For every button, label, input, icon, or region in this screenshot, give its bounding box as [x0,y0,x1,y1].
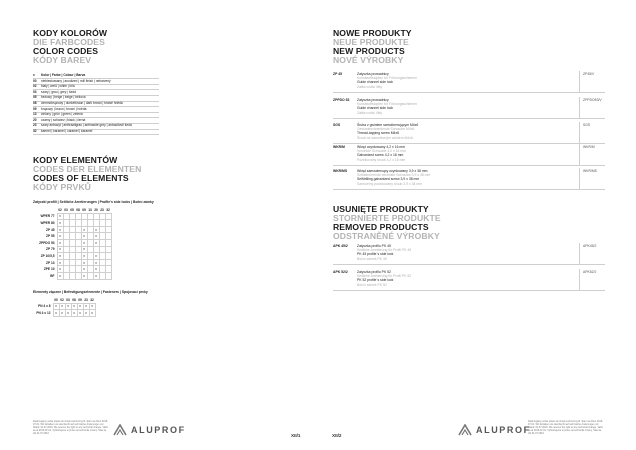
matrix-cell: x [81,233,87,240]
matrix-cell: x [53,303,59,310]
fasteners-matrix [33,297,96,317]
new-product-code: WKR/MS [333,169,348,173]
removed-product-description-line: Seitliche Arretierung für Profil PK 45 [357,248,412,253]
new-product-code: ZPPDO 53 [333,98,350,102]
column-divider [579,168,580,189]
matrix-cell: x [57,272,63,279]
matrix-cell [105,253,111,260]
matrix-cell: x [77,303,83,310]
new-product-code: ZP 45 [333,72,342,76]
element-codes-heading: KODY ELEMENTÓW CODES DER ELEMENTEN CODES OF ELEMENTS KÓDY PRVKŮ [33,155,142,192]
matrix-cell: x [89,303,95,310]
new-product-row [333,169,605,190]
matrix-cell: x [71,310,77,317]
color-code: 32 [33,128,37,133]
matrix-column-header: 09 [82,207,86,212]
column-divider [579,243,580,264]
matrix-cell: x [83,303,89,310]
left-logo: ALUPROF [113,424,186,436]
new-product-description-line: Kunststoffstopfen für Führungsschienen [357,76,417,81]
matrix-row [33,239,111,246]
new-product-code: WKR/M [333,145,345,149]
color-name: szary antracyt | anthrazitgrau | anthracite grey | antracitově šedá [41,123,132,128]
matrix-cell: x [57,233,63,240]
matrix-row [33,253,111,260]
color-name: zielony | grün | green | zelená [41,112,83,117]
matrix-row [33,272,111,279]
removed-product-description [357,244,411,261]
color-code: 23 [33,123,37,128]
new-product-description-line: Śruba z gwintem samoformującym M4x6 [357,123,419,127]
matrix-column-header: 23 [100,207,104,212]
matrix-cell [105,213,111,220]
removed-product-code: APK 52/2 [333,270,348,274]
matrix-cell [105,272,111,279]
removed-product-description-line: PK 52 profile`s side lock [357,278,394,283]
column-divider [579,71,580,92]
removed-product-reference: APK45/2 [583,244,597,248]
new-product-row [333,98,605,119]
matrix-cell: x [83,310,89,317]
removed-product-description-line: Boční zámek PK 52 [357,282,387,287]
matrix-cell: x [65,303,71,310]
color-code: 08 [33,100,37,105]
matrix-cell: x [65,310,71,317]
matrix-row [33,220,111,227]
color-name: czarny | schwarz | black | černá [41,117,86,122]
matrix-row-label: ZP 55 [46,234,55,239]
matrix-cell: x [81,266,87,273]
matrix-row-label: ZP 79 [46,247,55,252]
matrix-cell: x [57,213,63,220]
matrix-cell [105,233,111,240]
aluprof-logo-icon [113,424,127,436]
new-product-description-line: Pozinkovaný šroub 4,2 x 16 mm [357,157,406,162]
right-page [318,0,636,450]
matrix-row-label: PN 4 x 8 [38,304,51,309]
new-product-row [333,145,605,166]
new-products-heading: NOWE PRODUKTY NEUE PRODUKTE NEW PRODUCTS NOVÉ VÝROBKY [333,28,412,65]
matrix-cell: x [81,239,87,246]
matrix-cell [105,259,111,266]
matrix-cell: x [93,266,99,273]
matrix-row-label: ZP 10/5,5 [40,253,55,258]
removed-product-description-line: Seitliche Arretierung für Profil PK 52 [357,274,412,279]
matrix-row-label: ZP 13 [46,260,55,265]
column-divider [579,122,580,143]
matrix-column-header: 00 [54,297,58,302]
matrix-column-header: 32 [106,207,110,212]
matrix-cell: x [77,310,83,317]
matrix-row [33,310,95,317]
left-footer-disclaimer: Zastrzegamy sobie prawo do zmian technicznych. Stan na dzień 2016-07-01. Wir behalten uns das Recht auf technische Änderungen vor. Stand: 01.07.2016. We reserve the right to any technical change. Valid as at 2016-07-01. Vyhrazujeme si právo na technické změny. Stav ke dni 01.07.2016 [33,420,108,435]
new-product-code: SGS [333,123,341,127]
removed-product-description-line: Zatyczka profilu PK 52 [357,270,391,274]
color-row [33,129,159,135]
matrix-row-label: ZPPDO 53 [39,240,55,245]
column-divider [579,97,580,118]
matrix-cell: x [57,239,63,246]
matrix-cell: x [93,233,99,240]
matrix-column-header: 03 [64,207,68,212]
removed-product-reference: APK52/2 [583,270,597,274]
matrix-row-label: ZP 45 [46,227,55,232]
removed-product-code: APK 45/2 [333,244,348,248]
color-name: karmel | karamel | caramel | karamel [41,128,93,133]
new-product-description-line: Šroub se samořezným závitem M4x6 [357,135,413,140]
matrix-cell: x [93,253,99,260]
profiles-caption: Zatyczki profili | Seitliche Arretierungen | Profile's side locks | Boční zámky [33,200,154,204]
removed-product-description-line: Zatyczka profilu PK 45 [357,244,391,248]
left-page-number: XII/1 [291,433,301,438]
new-product-description-line: Wkręt ocynkowany 4,2 x 16 mm [357,145,406,149]
matrix-cell: x [93,239,99,246]
matrix-row [33,259,111,266]
new-product-description-line: Zatyczka prowadnicy [357,72,389,76]
new-product-description-line: Zatyczka prowadnicy [357,98,389,102]
new-product-description-line: Galvanized screw 4,2 x 16 mm [357,153,404,158]
matrix-cell: x [71,303,77,310]
removed-product-description-line: Boční zámek PK 45 [357,256,387,261]
new-product-description-line: Kunststoffstopfen für Führungsschienen [357,102,417,107]
matrix-cell: x [57,253,63,260]
new-product-description-line: Zátka vodicí lišty [357,110,383,115]
column-divider [579,144,580,165]
matrix-cell [105,266,111,273]
matrix-cell [105,220,111,227]
matrix-cell [105,226,111,233]
profiles-matrix [33,207,112,280]
new-product-description-line: Samovrtný pozinkovaný šroub 3,9 x 38 mm [357,181,423,186]
matrix-row [33,246,111,253]
color-name: ciemnobrązowy | dunkelbraun | dark brown | tmavě hnědá [41,100,123,105]
removed-product-description [357,270,411,287]
new-product-description [357,72,417,89]
right-footer-disclaimer: Zastrzegamy sobie prawo do zmian technicznych. Stan na dzień 2016-07-01. Wir behalten uns das Recht auf technische Änderungen vor. Stand: 01.07.2016. We reserve the right to any technical change. Valid as at 2016-07-01. Vyhrazujeme si právo na technické změny. Stav ke dni 01.07.2016 [528,420,603,435]
color-code: 20 [33,117,37,122]
removed-product-row [333,270,605,291]
matrix-cell: x [93,272,99,279]
color-name: beżowy | beige | beige | béžová [41,95,86,100]
matrix-column-header: 02 [60,297,64,302]
matrix-row-label: ZPE 10 [43,267,55,272]
color-codes-heading: KODY KOLORÓW DIE FARBCODES COLOR CODES KÓDY BAREV [33,28,108,65]
matrix-cell: x [93,259,99,266]
matrix-column-header: 08 [76,207,80,212]
column-divider [579,269,580,290]
new-product-description-line: Gewindeschneidende Schraube M4x6 [357,127,415,132]
matrix-row-label: WPER 77 [40,214,55,219]
matrix-cell: x [81,259,87,266]
new-product-description-line: Zátka vodicí lišty [357,84,383,89]
matrix-row [33,303,95,310]
matrix-row [33,233,111,240]
color-table-header: x Kolor | Farbe | Colour | Barva [33,73,159,79]
matrix-cell: x [81,246,87,253]
color-code: 00 [33,78,37,83]
matrix-cell [105,239,111,246]
matrix-column-header: 32 [90,297,94,302]
matrix-column-header: 23 [84,297,88,302]
color-code: 13 [33,112,37,117]
matrix-cell: x [81,226,87,233]
new-product-description-line: Guide channel side lock [357,106,394,111]
new-product-reference: SGS [583,123,591,127]
removed-product-description-line: PK 45 profile`s side lock [357,252,394,257]
matrix-row-label: BF [50,273,55,278]
matrix-column-header: 09 [78,297,82,302]
matrix-cell: x [89,310,95,317]
new-product-description-line: Verzinkte Schraube 4,2 x 16 mm [357,149,406,154]
new-product-description [357,123,418,140]
new-product-reference: ZP45/V [583,72,595,76]
color-name: biały | weiß | white | bílá [41,84,75,89]
matrix-row [33,213,111,220]
matrix-cell: x [59,303,65,310]
new-product-row [333,72,605,93]
matrix-column-header: 20 [94,207,98,212]
removed-products-heading: USUNIĘTE PRODUKTY STORNIERTE PRODUKTE REMOVED PRODUCTS ODSTRANĚNÉ VÝROBKY [333,204,441,241]
matrix-cell: x [81,272,87,279]
color-code: 09 [33,106,37,111]
matrix-cell: x [59,310,65,317]
color-name: szary | grau | grey | šedá [41,89,76,94]
matrix-column-header: 02 [58,207,62,212]
color-code: 03 [33,89,37,94]
matrix-column-header: 13 [88,207,92,212]
matrix-cell [105,246,111,253]
new-product-reference: ZPPDO53/V [583,98,602,102]
matrix-column-header: 03 [66,297,70,302]
new-product-description [357,98,417,115]
fasteners-caption: Elementy złączne | Befestigungselemente | Fasteners | Spojovací prvky [33,290,148,294]
matrix-cell: x [53,310,59,317]
color-name: brązowy | braun | brown | hnědá [41,106,87,111]
matrix-column-header: 08 [72,297,76,302]
matrix-row [33,266,111,273]
aluprof-logo-icon [458,424,472,436]
new-product-description-line: Selbstbohrende verzinkte Schraube 3,9 x 38 mm [357,173,431,178]
new-product-row [333,123,605,144]
matrix-cell: x [81,253,87,260]
new-product-description-line: Guide channel side lock [357,80,394,85]
matrix-cell: x [93,226,99,233]
new-product-description-line: Selfdrilling galvanized screw 3,9 x 38 mm [357,177,420,182]
new-product-description-line: Thread-tapping screw M4x6 [357,131,400,136]
matrix-cell: x [57,259,63,266]
new-product-description [357,169,430,186]
matrix-cell: x [57,226,63,233]
new-product-reference: WKR/MS [583,169,597,173]
matrix-cell: x [57,266,63,273]
matrix-cell: x [57,220,63,227]
color-code: 02 [33,84,37,89]
right-page-number: XII/2 [332,433,342,438]
matrix-row-label: WPER 80 [40,220,55,225]
matrix-row [33,226,111,233]
color-name: niebieskowany | anodized | mill finish | nebarvený [41,78,111,83]
removed-product-row [333,244,605,265]
matrix-cell: x [57,246,63,253]
matrix-row-label: PN 4 x 12 [36,310,51,315]
color-code: 05 [33,95,37,100]
right-logo: ALUPROF [458,424,531,436]
new-product-description-line: Wkręt samowiercący ocynkowany 3,9 x 38 mm [357,169,428,173]
new-product-reference: WKR/M [583,145,595,149]
matrix-column-header: 05 [70,207,74,212]
new-product-description [357,145,406,162]
